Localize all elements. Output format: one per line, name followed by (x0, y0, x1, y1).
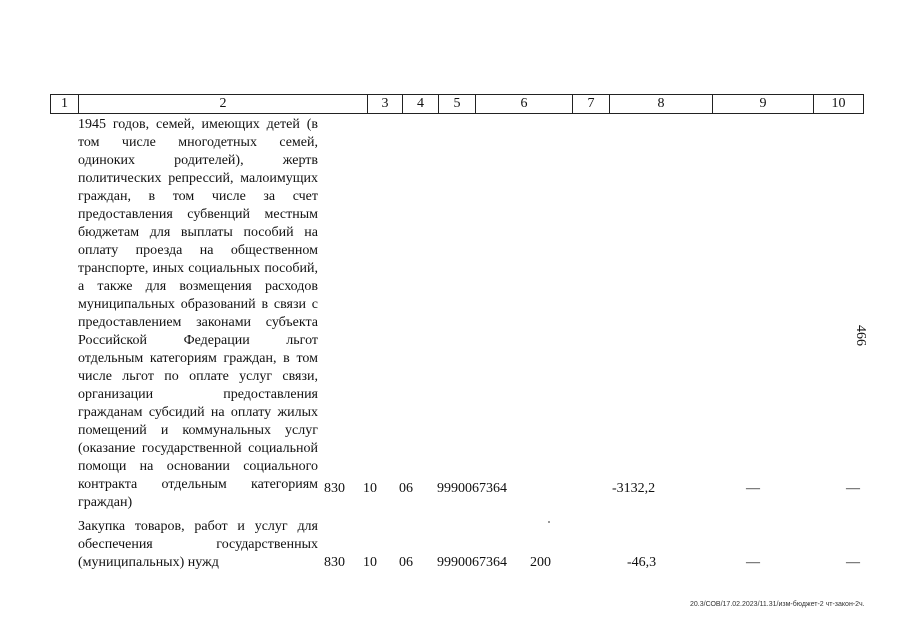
column-number-4: 4 (403, 95, 439, 113)
row-2-description: Закупка товаров, работ и услуг для обеспечения государственных (муниципальных) нужд (78, 519, 318, 570)
column-number-2: 2 (79, 95, 368, 113)
row-2-col-10: — (846, 555, 860, 570)
row-2-col-8: -46,3 (627, 555, 657, 570)
column-number-5: 5 (439, 95, 476, 113)
row-2-col-3: 830 (324, 555, 345, 570)
row-2-col-5: 06 (399, 555, 413, 570)
page-number: 466 (853, 325, 868, 346)
column-number-8: 8 (610, 95, 713, 113)
row-2-col-7: 200 (530, 555, 551, 570)
scan-speck (548, 521, 550, 523)
row-2-col-9: — (746, 555, 760, 570)
row-1-description: 1945 годов, семей, имеющих детей (в том числе многодетных семей, одиноких родителей), жертв политических репрессий, малоимущих граждан, в том числе за счет предоставления субвенций местным бюджетам для выплаты пособий на оплату проезда на общественном транспорте, иных социальных пособий, а также для возмещения расходов муниципальных образований в связи с предоставлением законами субъекта Российской Федерации льгот отдельным категориям граждан, в том числе льгот по оплате услуг связи, организации предоставления гражданам субсидий на оплату жилых помещений и коммунальных услуг (оказание государственной социальной помощи на основании социального контракта отдельным категориям граждан) (78, 117, 318, 510)
column-number-1: 1 (51, 95, 79, 113)
row-1-col-10: — (846, 481, 860, 496)
column-number-9: 9 (713, 95, 814, 113)
column-number-7: 7 (573, 95, 610, 113)
row-1-col-4: 10 (363, 481, 377, 496)
row-2-col-4: 10 (363, 555, 377, 570)
column-number-3: 3 (368, 95, 403, 113)
row-1-col-6: 9990067364 (437, 481, 507, 496)
row-1-col-5: 06 (399, 481, 413, 496)
row-1-col-9: — (746, 481, 760, 496)
column-number-6: 6 (476, 95, 573, 113)
row-1-col-8: -3132,2 (612, 481, 656, 496)
row-1-col-3: 830 (324, 481, 345, 496)
footer-reference: 20.3/СОВ/17.02.2023/11.31/изм-бюджет-2 чт-закон-2ч. (690, 601, 865, 608)
table-header-row (50, 94, 864, 114)
column-number-10: 10 (831, 96, 846, 111)
row-2-col-6: 9990067364 (437, 555, 507, 570)
